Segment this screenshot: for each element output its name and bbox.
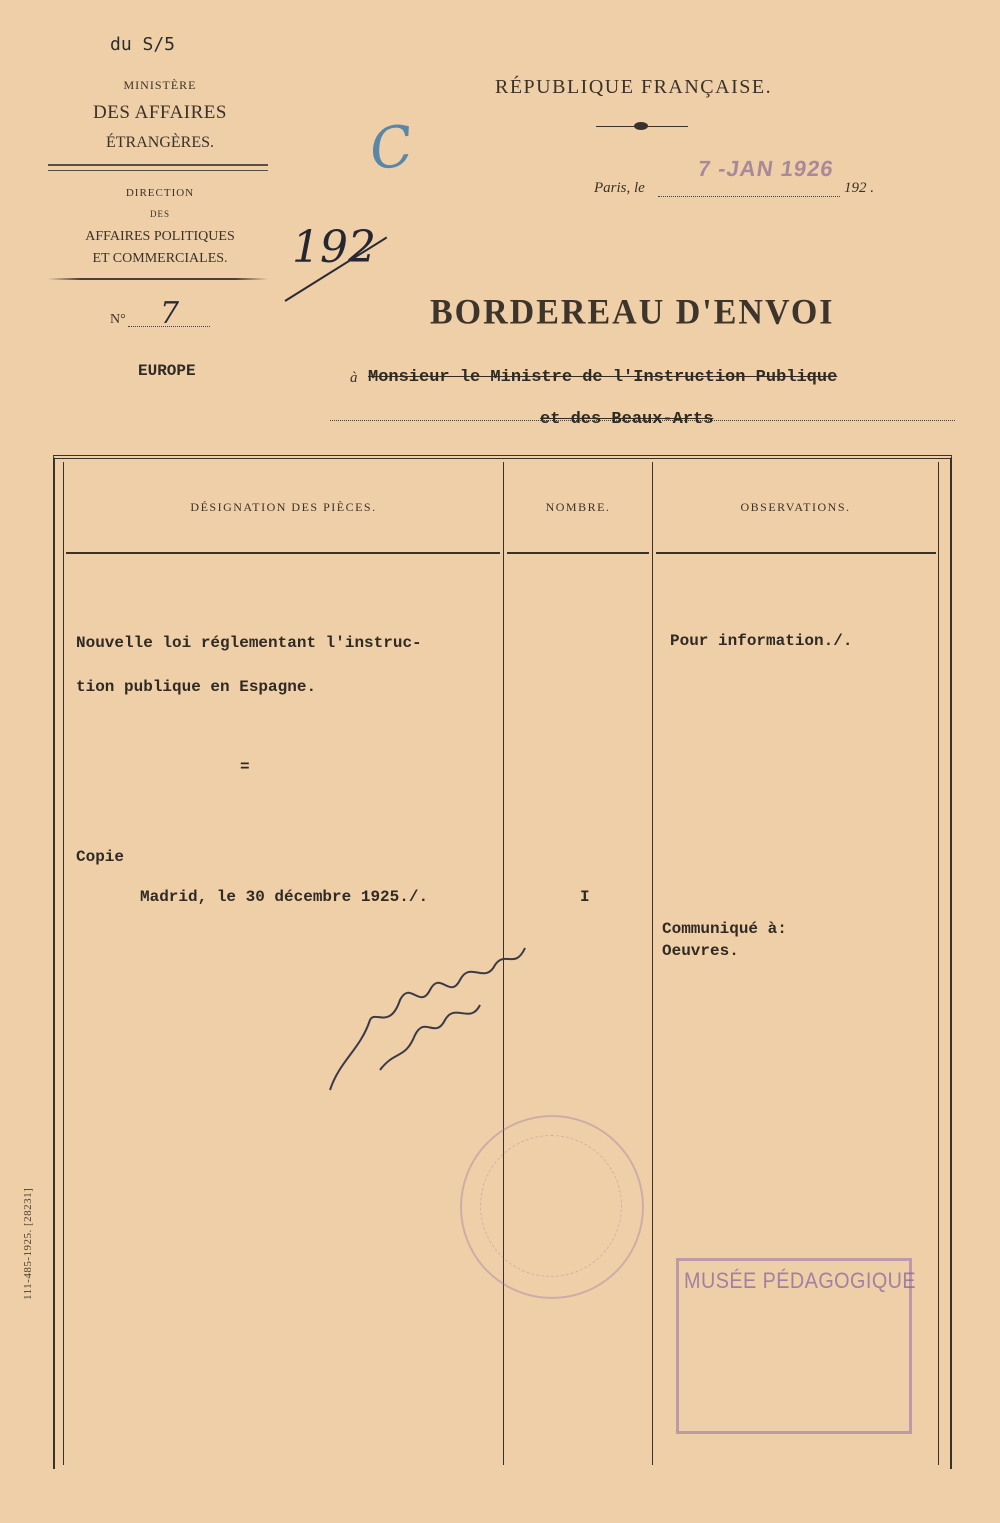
recipient-line-2: et des Beaux-Arts <box>540 410 714 429</box>
nombre-value: I <box>580 888 590 906</box>
header-designation: DÉSIGNATION DES PIÈCES. <box>190 500 377 514</box>
observation-info: Pour information./. <box>670 632 853 650</box>
copie-label: Copie <box>76 848 125 866</box>
republic-heading: RÉPUBLIQUE FRANÇAISE. <box>495 76 773 98</box>
region-label: EUROPE <box>138 362 196 380</box>
museum-stamp-text: MUSÉE PÉDAGOGIQUE <box>684 1268 917 1293</box>
header-nombre: NOMBRE. <box>545 500 611 514</box>
date-stamp: 7 -JAN 1926 <box>696 156 836 181</box>
handwritten-scrawl <box>320 940 540 1110</box>
date-year: 192 . <box>844 180 874 196</box>
ministry-name: DES AFFAIRES <box>93 102 227 123</box>
blue-ink-mark: C <box>365 113 418 184</box>
ornament-dot <box>634 122 648 130</box>
direction-label: DIRECTION <box>125 187 195 199</box>
ministry-label: MINISTÈRE <box>123 78 197 92</box>
document-title: BORDEREAU D'ENVOI <box>430 293 835 332</box>
column-divider-2 <box>652 462 653 1465</box>
number-value: 7 <box>160 296 180 331</box>
observation-communique: Communiqué à: <box>662 920 787 938</box>
recipient-line-1: Monsieur le Ministre de l'Instruction Publique <box>368 368 838 387</box>
date-line <box>658 196 840 197</box>
table-inner-left-border <box>63 462 64 1465</box>
reference-note: du S/5 <box>110 34 176 55</box>
recipient-prefix: à <box>350 370 358 386</box>
direction-commerciales: ET COMMERCIALES. <box>92 251 228 266</box>
header-rule-2 <box>507 552 649 554</box>
round-stamp-inner <box>480 1135 622 1277</box>
header-rule-1 <box>66 552 500 554</box>
madrid-date: Madrid, le 30 décembre 1925./. <box>140 888 429 906</box>
divider <box>48 164 268 171</box>
observation-oeuvres: Oeuvres. <box>662 942 739 960</box>
separator-mark: = <box>240 758 250 776</box>
header-rule-3 <box>656 552 936 554</box>
divider-swash <box>48 278 268 280</box>
designation-line-1: Nouvelle loi réglementant l'instruc- <box>76 634 422 652</box>
direction-affaires: AFFAIRES POLITIQUES <box>85 229 235 244</box>
table-inner-right-border <box>938 462 939 1465</box>
ministry-name-2: ÉTRANGÈRES. <box>106 134 214 151</box>
header-observations: OBSERVATIONS. <box>740 500 851 514</box>
handwritten-number: 192 <box>292 222 376 273</box>
designation-line-2: tion publique en Espagne. <box>76 678 317 696</box>
number-label: N° <box>110 312 126 327</box>
date-label: Paris, le <box>594 180 645 196</box>
direction-des: DES <box>149 209 170 219</box>
print-reference: 111-485-1925. [28231] <box>22 1187 34 1300</box>
